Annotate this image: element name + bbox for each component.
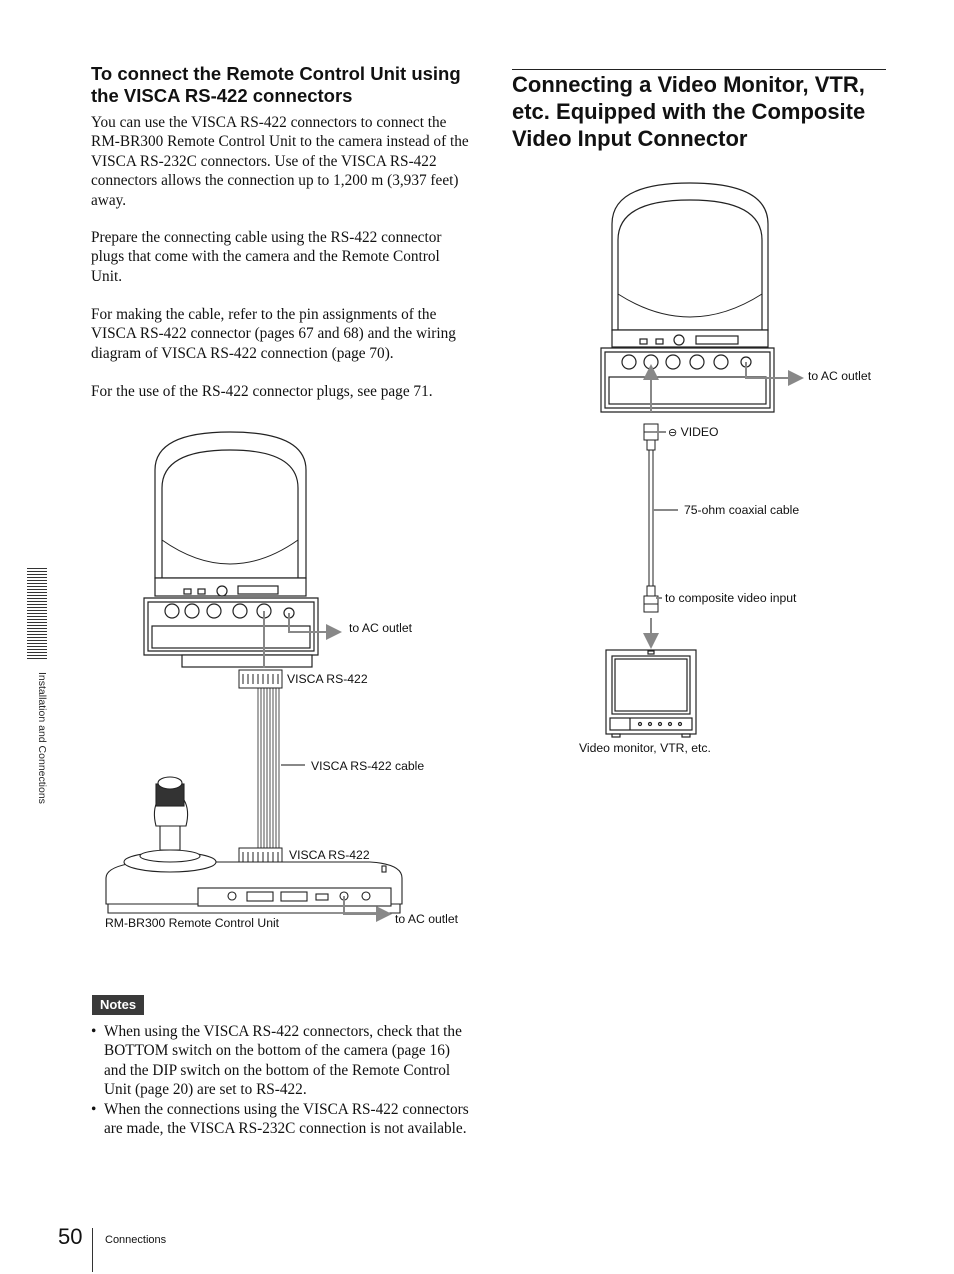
notes-list	[91, 1022, 471, 1138]
connector-icon	[233, 604, 247, 618]
remote-control-unit-illustration	[106, 777, 402, 913]
footer-divider	[92, 1228, 93, 1272]
page-number: 50	[58, 1224, 83, 1249]
connector-icon	[714, 355, 728, 369]
label-rm-br300: RM-BR300 Remote Control Unit	[105, 916, 280, 930]
paragraph-connector-plugs: For the use of the RS-422 connector plugs, see page 71.	[91, 383, 433, 400]
paragraph-intro: You can use the VISCA RS-422 connectors to connect the RM-BR300 Remote Control Unit to the camera instead of the VISCA RS-232C connectors. Use of the VISCA RS-422 connectors allows the connection up to 1,200 m (3,937 feet) away.	[91, 114, 469, 209]
notes-badge: Notes	[92, 995, 144, 1015]
paragraph-prepare-cable: Prepare the connecting cable using the RS-422 connector plugs that come with the camera and the Remote Control Unit.	[91, 229, 442, 285]
label-visca-rs422-cable: VISCA RS-422 cable	[311, 759, 425, 773]
video-out-connector-icon	[644, 355, 658, 369]
section-tab-label: Installation and Connections	[36, 672, 48, 804]
video-monitor-illustration	[606, 650, 696, 737]
section-tab-marker	[27, 568, 47, 660]
bnc-connector-bottom	[644, 586, 658, 612]
note-item: • When the connections using the VISCA RS-422 connectors are made, the VISCA RS-232C connection is not available.	[91, 1100, 471, 1139]
footer-section: Connections	[105, 1234, 167, 1246]
section-heading-video-monitor: Connecting a Video Monitor, VTR, etc. Equipped with the Composite Video Input Connector	[512, 69, 886, 152]
label-video-text: VIDEO	[680, 425, 719, 439]
label-to-ac-outlet-remote: to AC outlet	[395, 912, 459, 926]
bnc-connector-top	[644, 424, 658, 450]
connector-icon	[666, 355, 680, 369]
connector-icon	[165, 604, 179, 618]
label-composite-input: to composite video input	[665, 591, 797, 605]
connector-icon	[622, 355, 636, 369]
label-to-ac-outlet-camera: to AC outlet	[349, 621, 413, 635]
label-video	[668, 425, 719, 439]
rs422-plug-top	[239, 670, 282, 688]
connector-icon	[185, 604, 199, 618]
label-coax-cable: 75-ohm coaxial cable	[684, 503, 800, 517]
rs422-cable	[258, 688, 279, 848]
coaxial-cable	[649, 450, 653, 586]
video-output-icon: ⊖	[668, 427, 678, 439]
paragraph-pin-assignments: For making the cable, refer to the pin assignments of the VISCA RS-422 connector (pages 67 and 68) and the wiring diagram of VISCA RS-422 connection (page 70).	[91, 306, 456, 362]
connector-icon	[207, 604, 221, 618]
connector-icon	[690, 355, 704, 369]
label-visca-rs422-camera: VISCA RS-422	[287, 672, 368, 686]
section-heading-rs422: To connect the Remote Control Unit using the VISCA RS-422 connectors	[91, 63, 461, 106]
note-item: • When using the VISCA RS-422 connectors, check that the BOTTOM switch on the bottom of the camera (page 16) and the DIP switch on the bottom of the Remote Control Unit (page 20) are set to RS-422.	[91, 1022, 471, 1100]
label-video-monitor: Video monitor, VTR, etc.	[579, 741, 711, 755]
label-visca-rs422-remote: VISCA RS-422	[289, 848, 370, 862]
label-to-ac-outlet-right: to AC outlet	[808, 369, 872, 383]
